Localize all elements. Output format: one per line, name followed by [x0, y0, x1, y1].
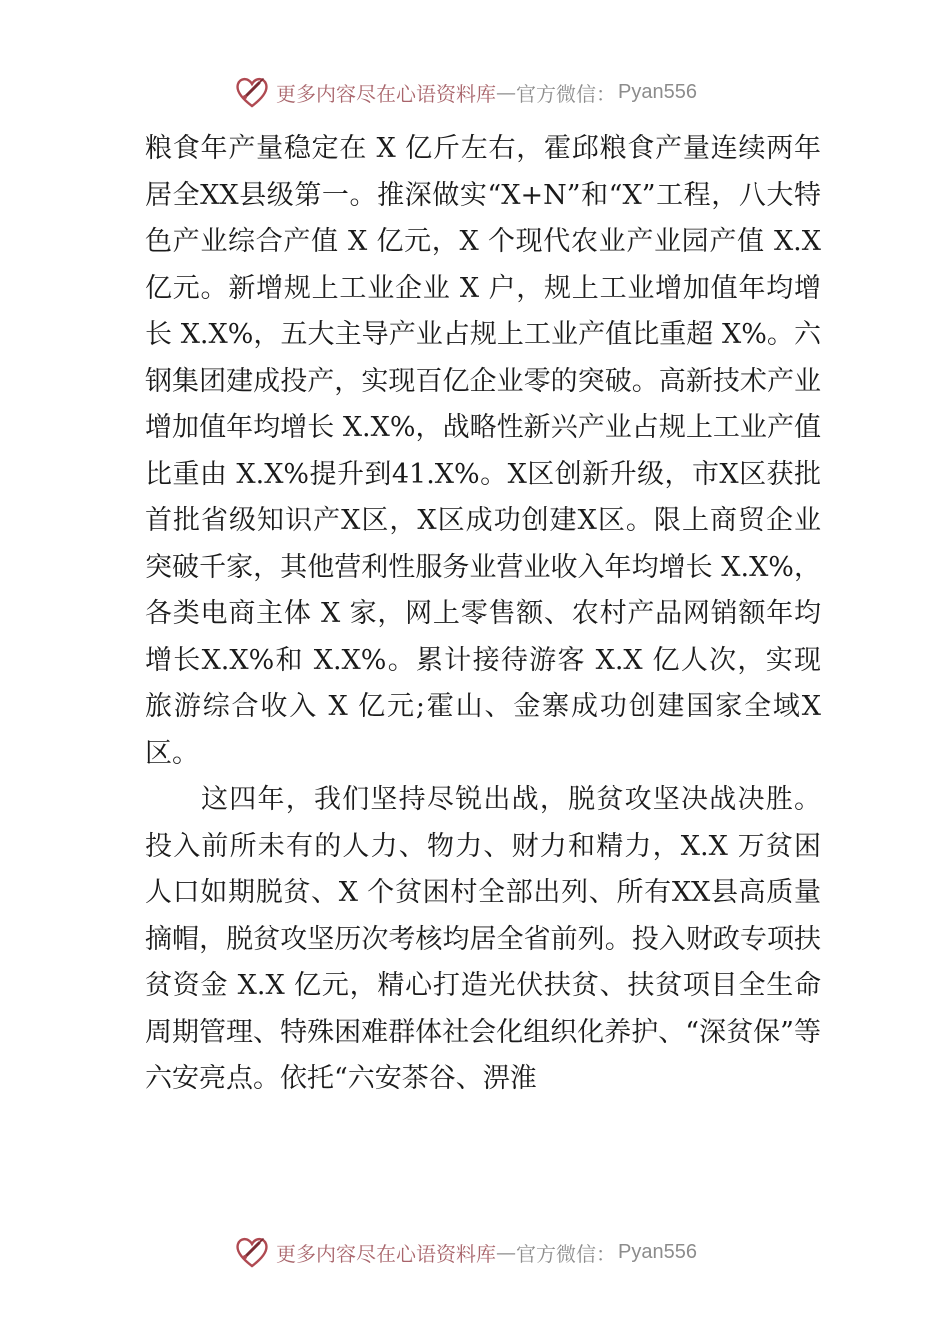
header-watermark: [232, 72, 697, 112]
watermark-wechat-id: Pyan556: [618, 1240, 697, 1263]
paragraph-2: 这四年，我们坚持尽锐出战，脱贫攻坚决战决胜。投入前所未有的人力、物力、财力和精力，X.X 万贫困人口如期脱贫、X 个贫困村全部出列、所有XX县高质量摘帽，脱贫攻坚历次考核均居全省前列。投入财政专项扶贫资金 X.X 亿元，精心打造光伏扶贫、扶贫项目全生命周期管理、特殊困难群体社会化组织化养护、“深贫保”等六安亮点。依托“六安茶谷、淠淮: [145, 784, 821, 1094]
paragraph-1: 粮食年产量稳定在 X 亿斤左右，霍邱粮食产量连续两年居全XX县级第一。推深做实“X+N”和“X”工程，八大特色产业综合产值 X 亿元，X 个现代农业产业园产值 X.X 亿元。新增规上工业企业 X 户，规上工业增加值年均增长 X.X%，五大主导产业占规上工业产值比重超 X%。六钢集团建成投产，实现百亿企业零的突破。高新技术产业增加值年均增长 X.X%，战略性新兴产业占规上工业产值比重由 X.X%提升到41.X%。X区创新升级，市X区获批首批省级知识产X区，X区成功创建X区。限上商贸企业突破千家，其他营利性服务业营业收入年均增长 X.X%，各类电商主体 X 家，网上零售额、农村产品网销额年均增长X.X%和 X.X%。累计接待游客 X.X 亿人次，实现旅游综合收入 X 亿元;霍山、金寨成功创建国家全域X区。: [145, 133, 821, 769]
footer-watermark: [232, 1232, 697, 1272]
watermark-separator: —: [496, 80, 516, 104]
heart-pen-logo-icon: [232, 72, 272, 112]
watermark-site-text: 更多内容尽在心语资料库: [276, 81, 496, 106]
document-body: [145, 126, 821, 1103]
heart-pen-logo-icon: [232, 1232, 272, 1272]
watermark-site-text: 更多内容尽在心语资料库: [276, 1241, 496, 1266]
watermark-wechat-label: 官方微信：: [516, 81, 616, 106]
watermark-separator: —: [496, 1240, 516, 1264]
watermark-wechat-label: 官方微信：: [516, 1241, 616, 1266]
watermark-wechat-id: Pyan556: [618, 80, 697, 103]
